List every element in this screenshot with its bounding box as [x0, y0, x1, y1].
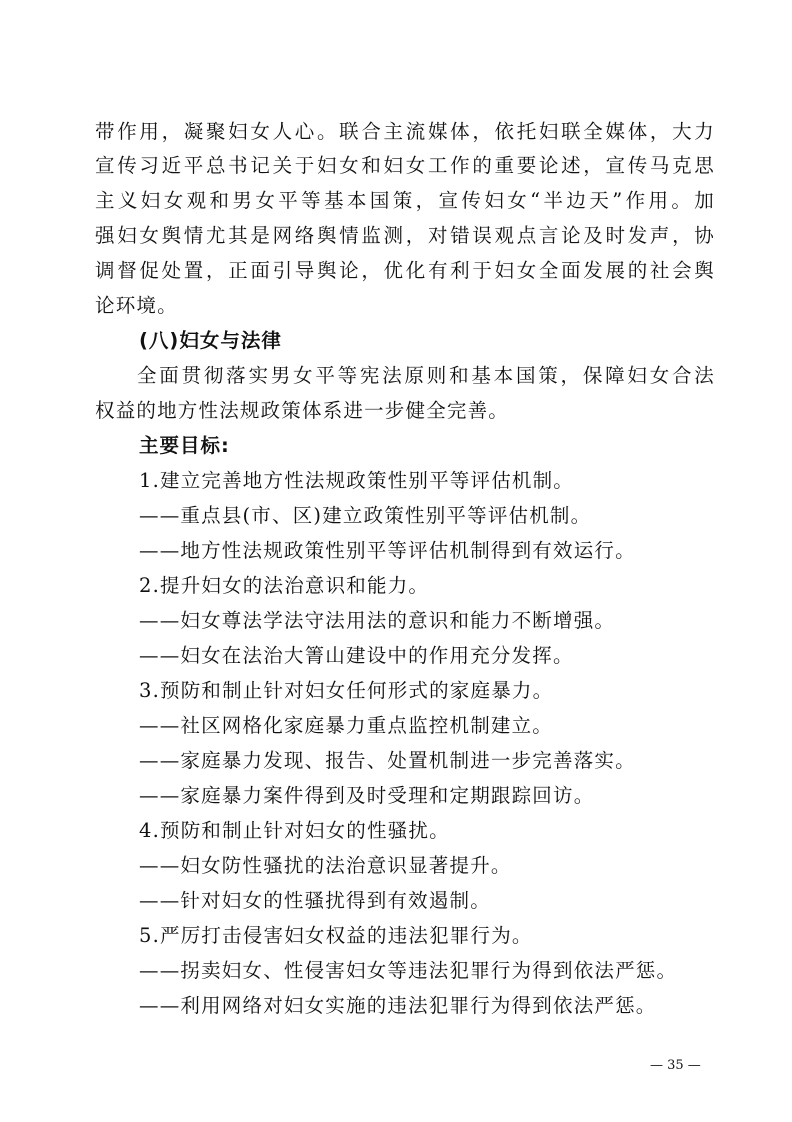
goal-item: ——妇女防性骚扰的法治意识显著提升。 — [139, 854, 512, 877]
goal-item: 4.预防和制止针对妇女的性骚扰。 — [139, 819, 450, 842]
goal-item: ——妇女尊法学法守法用法的意识和能力不断增强。 — [139, 609, 616, 632]
intro-line-5: 调督促处置，正面引导舆论，优化有利于妇女全面发展的社会舆 — [95, 259, 715, 282]
intro-line-2: 宣传习近平总书记关于妇女和妇女工作的重要论述，宣传马克思 — [95, 154, 715, 177]
goal-item: ——利用网络对妇女实施的违法犯罪行为得到依法严惩。 — [139, 994, 657, 1017]
intro-line-4: 强妇女舆情尤其是网络舆情监测，对错误观点言论及时发声，协 — [95, 224, 715, 247]
section-title: (八)妇女与法律 — [139, 329, 282, 352]
goal-item: 3.预防和制止针对妇女任何形式的家庭暴力。 — [139, 679, 554, 702]
section-paragraph-line-2: 权益的地方性法规政策体系进一步健全完善。 — [95, 399, 510, 422]
page-number: — 35 — — [650, 1058, 701, 1073]
goal-item: 5.严厉打击侵害妇女权益的违法犯罪行为。 — [139, 924, 533, 947]
intro-line-1: 带作用，凝聚妇女人心。联合主流媒体，依托妇联全媒体，大力 — [95, 120, 715, 143]
goal-item: ——针对妇女的性骚扰得到有效遏制。 — [139, 889, 491, 912]
intro-line-3: 主义妇女观和男女平等基本国策，宣传妇女“半边天”作用。加 — [95, 189, 715, 212]
intro-line-6: 论环境。 — [95, 294, 178, 317]
goals-heading: 主要目标: — [139, 434, 230, 457]
goal-item: ——家庭暴力案件得到及时受理和定期跟踪回访。 — [139, 784, 595, 807]
goal-item: ——家庭暴力发现、报告、处置机制进一步完善落实。 — [139, 749, 636, 772]
goal-item: ——拐卖妇女、性侵害妇女等违法犯罪行为得到依法严惩。 — [139, 959, 678, 982]
goal-item: ——重点县(市、区)建立政策性别平等评估机制。 — [139, 504, 592, 527]
goal-item: 2.提升妇女的法治意识和能力。 — [139, 574, 430, 597]
goal-item: ——社区网格化家庭暴力重点监控机制建立。 — [139, 714, 554, 737]
goal-item: 1.建立完善地方性法规政策性别平等评估机制。 — [139, 469, 575, 492]
goal-item: ——地方性法规政策性别平等评估机制得到有效运行。 — [139, 539, 636, 562]
section-paragraph-line-1: 全面贯彻落实男女平等宪法原则和基本国策，保障妇女合法 — [137, 364, 715, 387]
goal-item: ——妇女在法治大箐山建设中的作用充分发挥。 — [139, 644, 574, 667]
